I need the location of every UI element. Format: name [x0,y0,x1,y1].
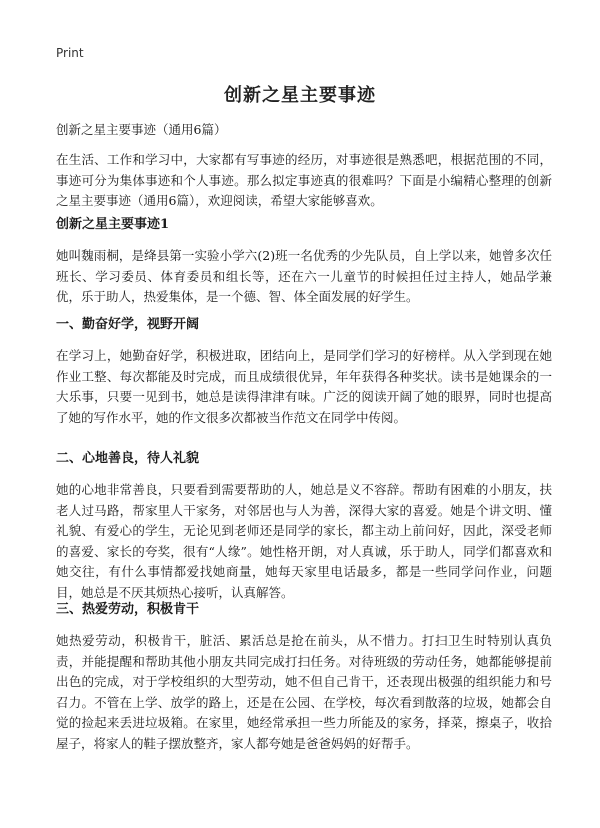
document-subtitle: 创新之星主要事迹（通用6篇） [56,122,227,137]
print-link[interactable]: Print [56,46,84,60]
section-paragraph-2: 她的心地非常善良，只要看到需要帮助的人，她总是义不容辞。帮助有困难的小朋友，扶老人过马路，帮家里人干家务，对邻居也与人为善，深得大家的喜爱。她是个讲文明、懂礼貌、有爱心的学生，无论见到老师还是同学的家长，都主动上前问好，因此，深受老师的喜爱、家长的夸奖，很有“人缘”。她性格开朗，对人真诚，乐于助人，同学们都喜欢和她交往，有什么事情都爱找她商量，她每天家里电话最多，都是一些同学问作业，问题目，她总是不厌其烦热心接听，认真解答。 [56,482,552,600]
essay-intro-paragraph: 她叫魏雨桐，是绛县第一实验小学六(2)班一名优秀的少先队员，自上学以来，她曾多次任班长、学习委员、体育委员和组长等，还在六一儿童节的时候担任过主持人，她品学兼优，乐于助人，热爱集体，是一个德、智、体全面发展的好学生。 [56,248,552,304]
section-heading-2: 二、心地善良，待人礼貌 [56,451,200,466]
intro-paragraph: 在生活、工作和学习中，大家都有写事迹的经历，对事迹很是熟悉吧，根据范围的不同，事迹可分为集体事迹和个人事迹。那么拟定事迹真的很难吗？下面是小编精心整理的创新之星主要事迹（通用6篇），欢迎阅读，希望大家能够喜欢。 [56,152,552,208]
section-heading-1: 一、勤奋好学，视野开阔 [56,317,200,332]
essay-heading: 创新之星主要事迹1 [56,217,170,232]
section-paragraph-3: 她热爱劳动，积极肯干，脏活、累活总是抢在前头，从不惜力。打扫卫生时特别认真负责，并能提醒和帮助其他小朋友共同完成打扫任务。对待班级的劳动任务，她都能够提前出色的完成，对于学校组织的大型劳动，她不但自己肯干，还表现出极强的组织能力和号召力。不管在上学、放学的路上，还是在公园、在学校，每次看到散落的垃圾，她都会自觉的捡起来丢进垃圾箱。在家里，她经常承担一些力所能及的家务，择菜，擦桌子，收拾屋子，将家人的鞋子摆放整齐，家人都夸她是爸爸妈妈的好帮手。 [56,633,552,751]
page-title: 创新之星主要事迹 [224,85,376,106]
section-paragraph-1: 在学习上，她勤奋好学，积极进取，团结向上，是同学们学习的好榜样。从入学到现在她作业工整、每次都能及时完成，而且成绩很优异，年年获得各种奖状。读书是她课余的一大乐事，只要一见到书，她总是读得津津有味。广泛的阅读开阔了她的眼界，同时也提高了她的写作水平，她的作文很多次都被当作范文在同学中传阅。 [56,348,552,425]
section-heading-3: 三、热爱劳动，积极肯干 [56,602,200,617]
